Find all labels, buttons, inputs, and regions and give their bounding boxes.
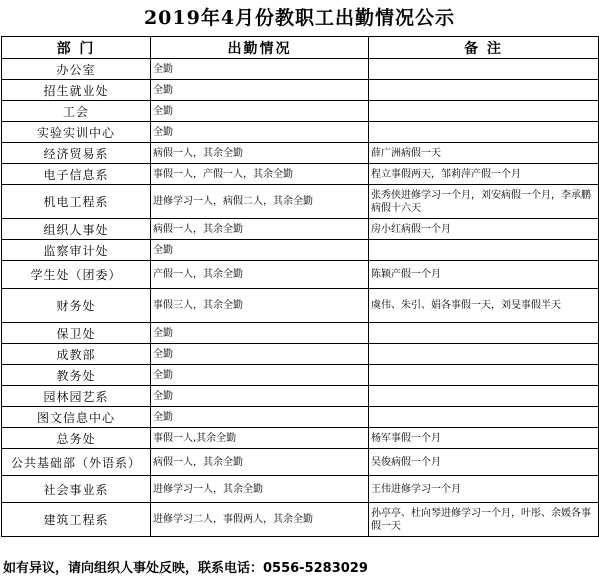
department-cell: 组织人事处 — [2, 219, 151, 240]
remarks-cell: 房小红病假一个月 — [369, 219, 599, 240]
table-row — [2, 122, 599, 143]
table-row — [2, 449, 599, 476]
department-cell: 建筑工程系 — [2, 503, 151, 537]
remarks-cell — [369, 59, 599, 80]
attendance-cell: 全勤 — [151, 365, 369, 386]
department-cell: 图文信息中心 — [2, 407, 151, 428]
department-cell: 监察审计处 — [2, 240, 151, 261]
department-cell: 经济贸易系 — [2, 143, 151, 164]
attendance-cell: 病假一人，其余全勤 — [151, 449, 369, 476]
table-row — [2, 143, 599, 164]
page-title: 2019年4月份教职工出勤情况公示 — [143, 7, 456, 29]
header-remarks: 备 注 — [369, 37, 599, 59]
remarks-cell: 张秀侠进修学习一个月，刘安病假一个月，李承鹏病假十六天 — [369, 185, 599, 219]
remarks-cell: 王伟进修学习一个月 — [369, 476, 599, 503]
attendance-cell: 事假一人,其余全勤 — [151, 428, 369, 449]
attendance-cell: 病假一人，其余全勤 — [151, 219, 369, 240]
attendance-cell: 全勤 — [151, 101, 369, 122]
attendance-cell: 全勤 — [151, 122, 369, 143]
department-cell: 公共基础部（外语系） — [2, 449, 151, 476]
table-row — [2, 219, 599, 240]
table-row — [2, 101, 599, 122]
table-row — [2, 476, 599, 503]
header-row — [2, 37, 599, 59]
table-row — [2, 428, 599, 449]
attendance-cell: 全勤 — [151, 59, 369, 80]
department-cell: 社会事业系 — [2, 476, 151, 503]
department-cell: 电子信息系 — [2, 164, 151, 185]
table-row — [2, 185, 599, 219]
remarks-cell — [369, 80, 599, 101]
table-row — [2, 289, 599, 323]
remarks-cell: 陈颖产假一个月 — [369, 261, 599, 289]
table-row — [2, 59, 599, 80]
header-department: 部 门 — [2, 37, 151, 59]
remarks-cell — [369, 122, 599, 143]
attendance-cell: 全勤 — [151, 386, 369, 407]
department-cell: 机电工程系 — [2, 185, 151, 219]
department-cell: 保卫处 — [2, 323, 151, 344]
department-cell: 总务处 — [2, 428, 151, 449]
attendance-cell: 事假三人，其余全勤 — [151, 289, 369, 323]
department-cell: 实验实训中心 — [2, 122, 151, 143]
attendance-cell: 进修学习二人，事假两人，其余全勤 — [151, 503, 369, 537]
attendance-cell: 病假一人，其余全勤 — [151, 143, 369, 164]
attendance-cell: 进修学习一人，病假二人，其余全勤 — [151, 185, 369, 219]
attendance-cell: 进修学习一人，其余全勤 — [151, 476, 369, 503]
department-cell: 招生就业处 — [2, 80, 151, 101]
remarks-cell: 虞伟、朱引、娟各事假一天，刘旻事假半天 — [369, 289, 599, 323]
remarks-cell: 孙亭亭、杜向琴进修学习一个月，叶彤、余媛各事假一天 — [369, 503, 599, 537]
table-row — [2, 386, 599, 407]
attendance-cell: 全勤 — [151, 80, 369, 101]
table-row — [2, 240, 599, 261]
table-row — [2, 503, 599, 537]
remarks-cell — [369, 386, 599, 407]
remarks-cell — [369, 101, 599, 122]
remarks-cell: 程立事假两天，邹莉萍产假一个月 — [369, 164, 599, 185]
contact-footer: 如有异议，请向组织人事处反映，联系电话：0556-5283029 — [3, 561, 368, 576]
attendance-cell: 全勤 — [151, 344, 369, 365]
attendance-table — [1, 36, 599, 537]
department-cell: 学生处（团委） — [2, 261, 151, 289]
attendance-cell: 全勤 — [151, 407, 369, 428]
department-cell: 园林园艺系 — [2, 386, 151, 407]
remarks-cell — [369, 344, 599, 365]
attendance-cell: 全勤 — [151, 323, 369, 344]
department-cell: 财务处 — [2, 289, 151, 323]
table-row — [2, 164, 599, 185]
table-row — [2, 80, 599, 101]
table-row — [2, 407, 599, 428]
department-cell: 成教部 — [2, 344, 151, 365]
remarks-cell: 杨军事假一个月 — [369, 428, 599, 449]
remarks-cell — [369, 240, 599, 261]
table-row — [2, 365, 599, 386]
remarks-cell: 薛广洲病假一天 — [369, 143, 599, 164]
attendance-cell: 产假一人，其余全勤 — [151, 261, 369, 289]
attendance-cell: 全勤 — [151, 240, 369, 261]
remarks-cell — [369, 323, 599, 344]
department-cell: 办公室 — [2, 59, 151, 80]
department-cell: 工会 — [2, 101, 151, 122]
table-row — [2, 344, 599, 365]
department-cell: 教务处 — [2, 365, 151, 386]
table-row — [2, 323, 599, 344]
remarks-cell — [369, 407, 599, 428]
header-attendance: 出勤情况 — [151, 37, 369, 59]
remarks-cell — [369, 365, 599, 386]
table-row — [2, 261, 599, 289]
remarks-cell: 吴俊病假一个月 — [369, 449, 599, 476]
attendance-cell: 事假一人，产假一人，其余全勤 — [151, 164, 369, 185]
